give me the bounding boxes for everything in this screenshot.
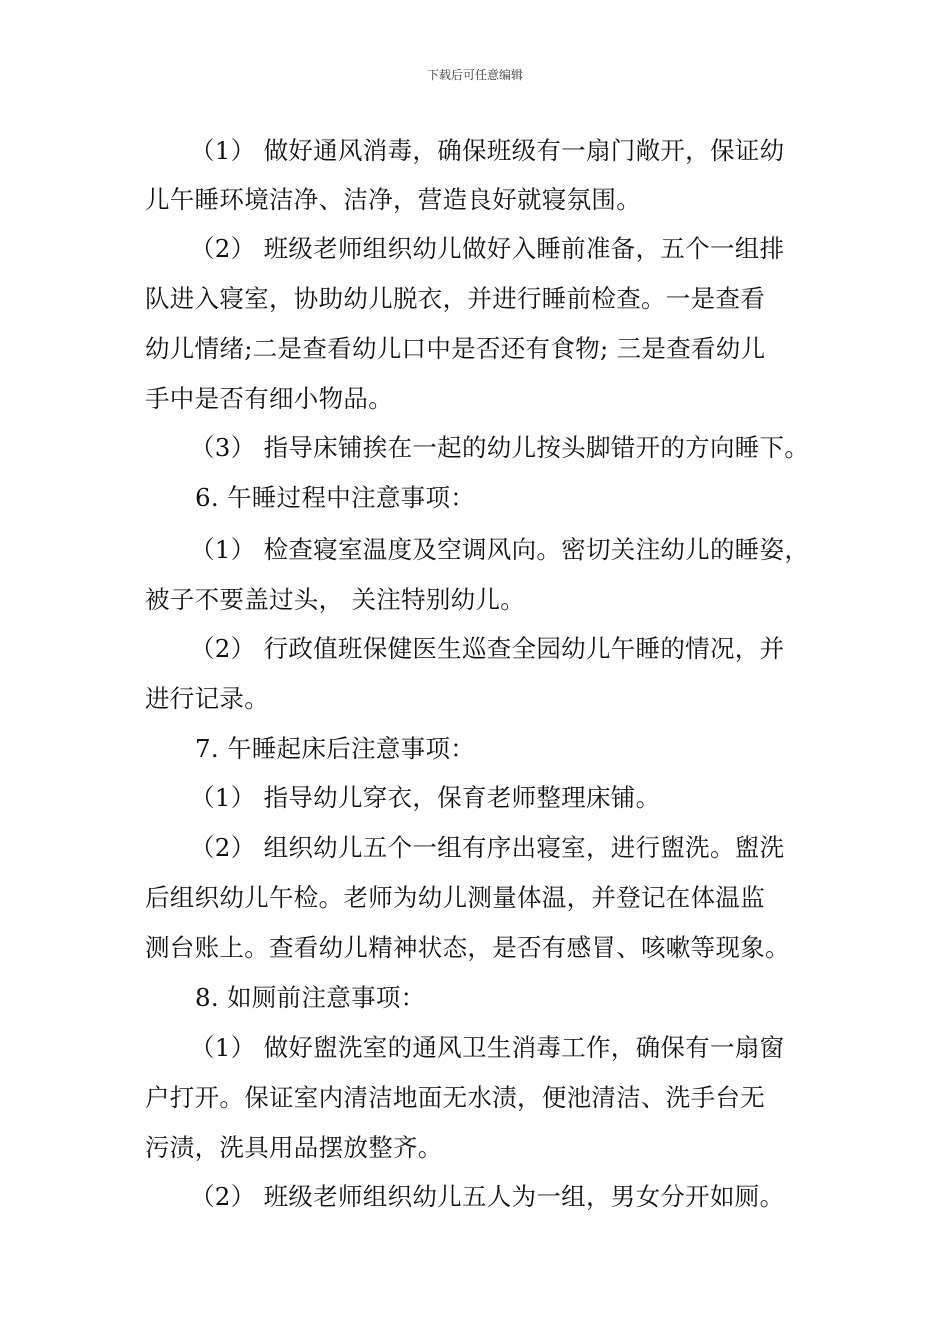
paragraph-line: 污渍，洗具用品摆放整齐。 [145,1133,443,1162]
paragraph-line: （2） 组织幼儿五个一组有序出寝室，进行盥洗。盥洗 [190,833,785,862]
paragraph-line: （2） 班级老师组织幼儿五人为一组，男女分开如厕。 [190,1182,785,1211]
paragraph-line: 户打开。保证室内清洁地面无水渍，便池清洁、洗手台无 [145,1083,765,1112]
section-heading: 6. 午睡过程中注意事项： [195,483,476,512]
section-heading: 8. 如厕前注意事项： [195,983,426,1012]
paragraph-line: （1） 检查寝室温度及空调风向。密切关注幼儿的睡姿， [190,535,810,564]
section-heading: 7. 午睡起床后注意事项： [195,734,476,763]
paragraph-line: 被子不要盖过头， 关注特别幼儿。 [145,585,526,614]
page-header: 下载后可任意编辑 [426,68,523,82]
paragraph-line: 儿午睡环境洁净、洁净，营造良好就寝氛围。 [145,185,641,214]
paragraph-line: （2） 行政值班保健医生巡查全园幼儿午睡的情况，并 [190,634,785,663]
paragraph-line: （2） 班级老师组织幼儿做好入睡前准备，五个一组排 [190,234,785,263]
paragraph-line: 进行记录。 [145,684,269,713]
paragraph-line: （1） 指导幼儿穿衣，保育老师整理床铺。 [190,783,661,812]
paragraph-line: 后组织幼儿午检。老师为幼儿测量体温，并登记在体温监 [145,883,765,912]
paragraph-line: 手中是否有细小物品。 [145,384,393,413]
paragraph-line: 幼儿情绪;二是查看幼儿口中是否还有食物; 三是查看幼儿 [145,334,766,363]
paragraph-line: （1） 做好通风消毒，确保班级有一扇门敞开，保证幼 [190,136,785,165]
paragraph-line: （1） 做好盥洗室的通风卫生消毒工作，确保有一扇窗 [190,1033,785,1062]
paragraph-line: 测台账上。查看幼儿精神状态，是否有感冒、咳嗽等现象。 [145,933,790,962]
paragraph-line: 队进入寝室，协助幼儿脱衣，并进行睡前检查。一是查看 [145,284,765,313]
paragraph-line: （3） 指导床铺挨在一起的幼儿按头脚错开的方向睡下。 [190,433,810,462]
